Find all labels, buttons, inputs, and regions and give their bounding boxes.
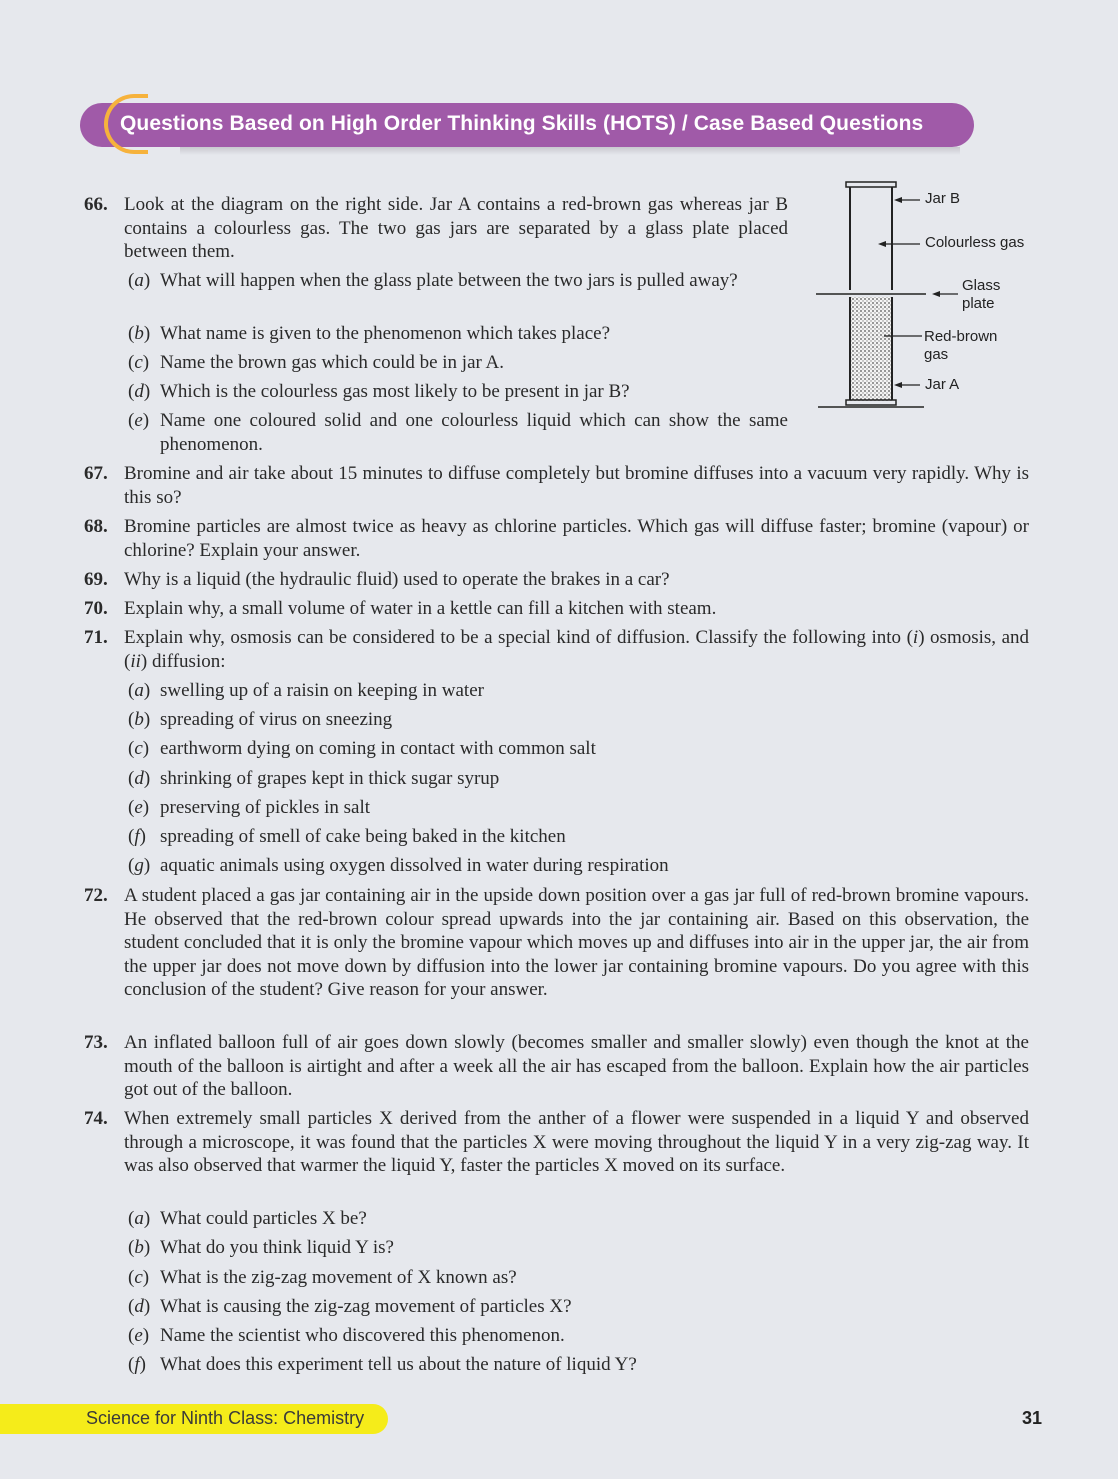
question-text: Explain why, a small volume of water in a kettle can fill a kitchen with steam. <box>124 598 717 619</box>
svg-text:gas: gas <box>924 346 949 363</box>
label-jar-a <box>894 376 959 393</box>
svg-text:Glass: Glass <box>962 277 1001 294</box>
question-text: When extremely small particles X derived from the anther of a flower were suspended in a liquid Y and observed through a microscope, it was found that the particles X were moving throughout the liquid Y in a very zig-zag way. It was also observed that warmer the liquid Y, faster the particles X moved on its surface. <box>124 1108 1029 1177</box>
question-number: 70. <box>84 598 108 619</box>
gas-jar-diagram <box>812 178 1052 413</box>
jar-a <box>818 297 924 407</box>
question-number: 73. <box>84 1032 108 1053</box>
question-text: Look at the diagram on the right side. Jar A contains a red-brown gas whereas jar B contains a colourless gas. The two gas jars are separated by a glass plate placed between them. <box>124 194 788 263</box>
question-number: 69. <box>84 569 108 590</box>
question-number: 66. <box>84 194 108 215</box>
banner-shadow <box>180 147 960 155</box>
question-number: 68. <box>84 516 108 537</box>
label-jar-b <box>894 190 960 207</box>
question-text: An inflated balloon full of air goes down slowly (becomes smaller and smaller slowly) even though the knot at the mouth of the balloon is airtight and after a week all the air has escaped from the balloon. Explain how the air particles got out of the balloon. <box>124 1032 1029 1101</box>
question-text: A student placed a gas jar containing air in the upside down position over a gas jar full of red-brown bromine vapours. He observed that the red-brown colour spread upwards into the jar containing air. Based on this observation, the student concluded that it is only the bromine vapour which moves up and diffuses into air in the upper jar, the air from the upper jar does not move down by diffusion into the lower jar containing bromine vapours. Do you agree with this conclusion of the student? Give reason for your answer. <box>124 885 1029 1001</box>
question-number: 67. <box>84 463 108 484</box>
label-glass-plate <box>932 277 1000 312</box>
question-text: Bromine particles are almost twice as heavy as chlorine particles. Which gas will diffuse faster; bromine (vapour) or chlorine? Explain your answer. <box>124 516 1029 561</box>
book-title: Science for Ninth Class: Chemistry <box>86 1408 365 1428</box>
label-colourless-gas <box>878 234 1024 251</box>
section-title: Questions Based on High Order Thinking Skills (HOTS) / Case Based Questions <box>120 112 924 135</box>
svg-text:plate: plate <box>962 295 995 312</box>
svg-text:Jar A: Jar A <box>925 376 960 393</box>
svg-text:Jar B: Jar B <box>925 190 961 207</box>
page-number: 31 <box>1022 1408 1043 1428</box>
question-number: 72. <box>84 885 108 906</box>
svg-text:Red-brown: Red-brown <box>924 328 998 345</box>
question-text: Bromine and air take about 15 minutes to diffuse completely but bromine diffuses into a vacuum very rapidly. Why is this so? <box>124 463 1029 508</box>
question-text: Why is a liquid (the hydraulic fluid) used to operate the brakes in a car? <box>124 569 670 590</box>
question-text: Explain why, osmosis can be considered to be a special kind of diffusion. Classify the following into (i) osmosis, and (ii) diffusion: <box>124 627 1030 672</box>
label-red-brown-gas <box>884 328 997 363</box>
jar-b <box>846 182 896 290</box>
question-number: 71. <box>84 627 108 648</box>
svg-text:Colourless gas: Colourless gas <box>925 234 1025 251</box>
question-number: 74. <box>84 1108 108 1129</box>
